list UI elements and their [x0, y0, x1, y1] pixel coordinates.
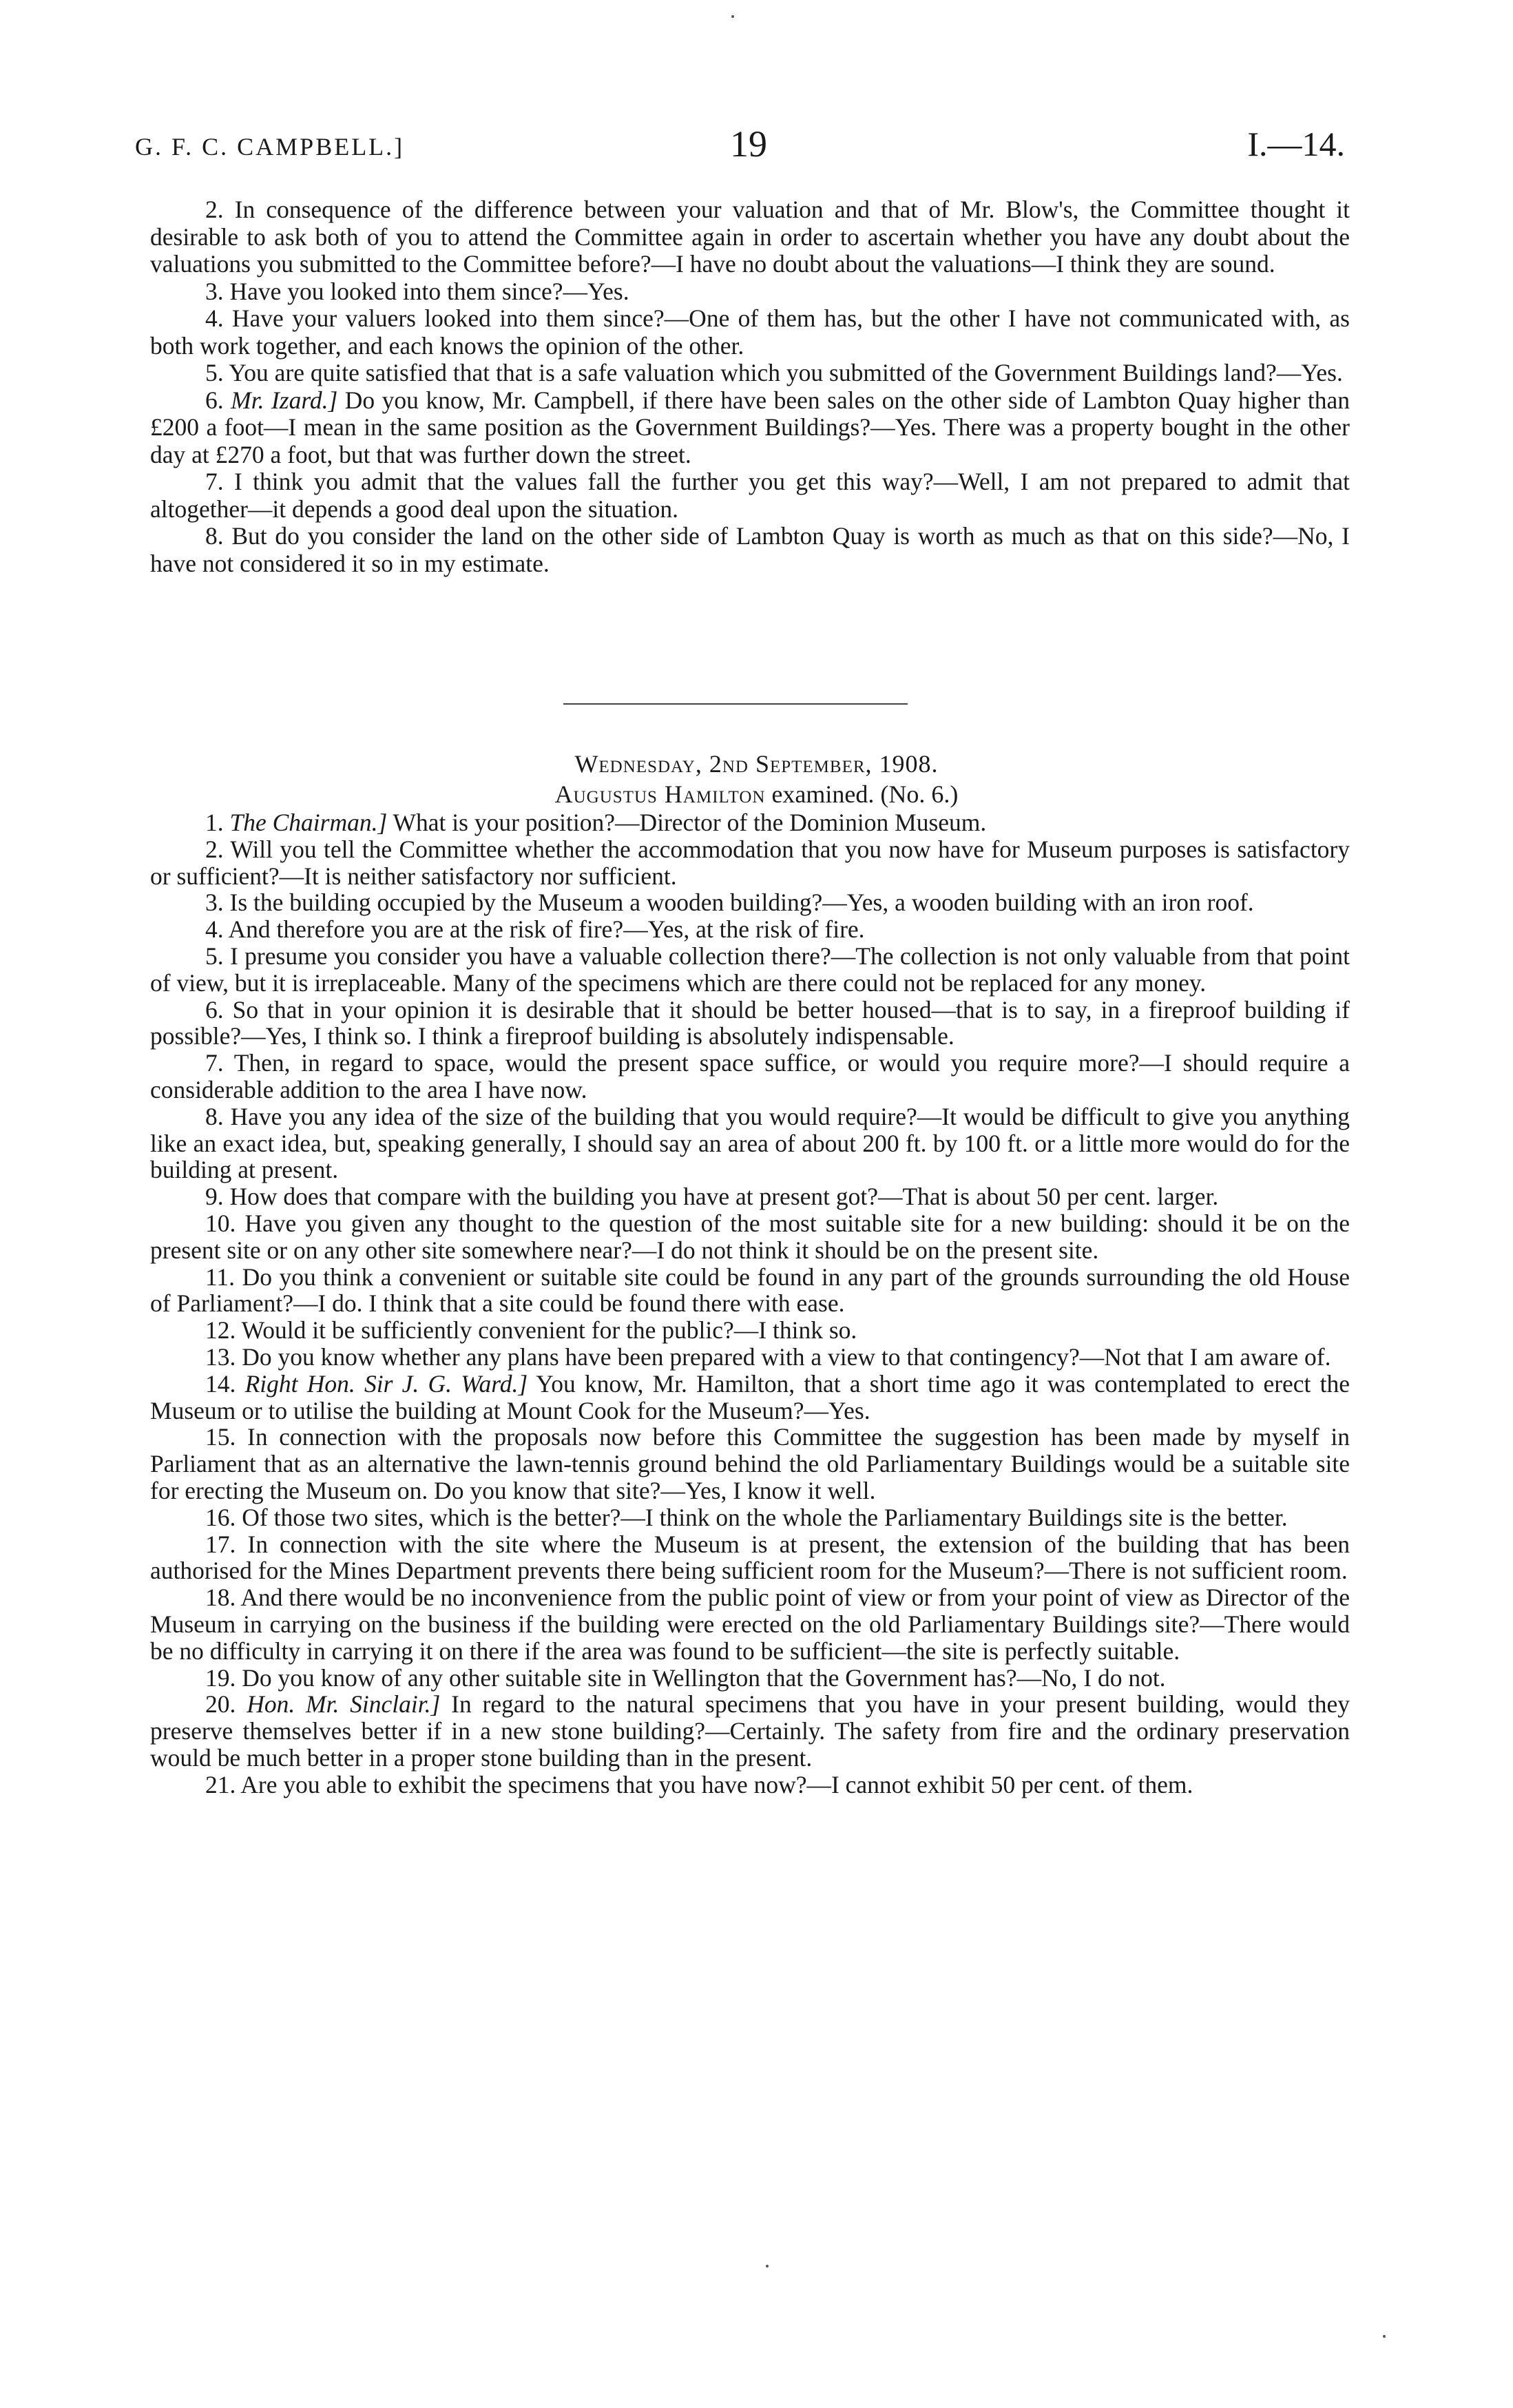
question-paragraph: 4. Have your valuers looked into them since?—One of them has, but the other I have not communicated with, as both work together, and each knows the opinion of the other.: [150, 304, 1350, 360]
question-paragraph: 15. In connection with the proposals now before this Committee the suggestion has been made by myself in Parliament that as an alternative the lawn-tennis ground behind the old Parliamentary Buildings would be a suitable site for erecting the Museum on. Do you know that site?—Yes, I know it well.: [150, 1423, 1350, 1504]
question-paragraph: 11. Do you think a convenient or suitable site could be found in any part of the grounds surrounding the old House of Parliament?—I do. I think that a site could be found there with ease.: [150, 1263, 1350, 1318]
question-paragraph: 12. Would it be sufficiently convenient for the public?—I think so.: [205, 1316, 857, 1345]
question-paragraph: 16. Of those two sites, which is the better?—I think on the whole the Parliamentary Buildings site is the better.: [205, 1503, 1288, 1531]
question-paragraph: 17. In connection with the site where the Museum is at present, the extension of the building that has been authorised for the Mines Department prevents there being sufficient room for the Museum?—There is not sufficient room.: [150, 1530, 1350, 1585]
witness-suffix: examined. (No. 6.): [771, 780, 959, 808]
question-paragraph: 2. In consequence of the difference between your valuation and that of Mr. Blow's, the Committee thought it desirable to ask both of you to attend the Committee again in order to ascertain whether you have any doubt about the valuations you submitted to the Committee before?—I have no doubt about the valuations—I think they are sound.: [150, 196, 1350, 278]
paper-speck: [766, 2265, 769, 2267]
question-paragraph: 5. I presume you consider you have a valuable collection there?—The collection is not only valuable from that point of view, but it is irreplaceable. Many of the specimens which are there could not be replaced for any money.: [150, 942, 1350, 997]
question-paragraph: 8. Have you any idea of the size of the building that you would require?—It would be difficult to give you anything like an exact idea, but, speaking generally, I should say an area of about 200 ft. by 100 ft. or a little more would do for the building at present.: [150, 1102, 1350, 1184]
question-text: You know, Mr. Hamilton, that a short time ago it was contemplated to erect the Museum or to utilise the building at Mount Cook for the Museum?—Yes.: [150, 1369, 1350, 1424]
question-number: 1.: [205, 809, 224, 836]
page-number: 19: [730, 123, 767, 165]
question-paragraph: 5. You are quite satisfied that that is a safe valuation which you submitted of the Government Buildings land?—Yes.: [205, 359, 1343, 386]
question-paragraph: [150, 1371, 1350, 1424]
campbell-evidence: [150, 196, 1350, 577]
question-text: Do you know, Mr. Campbell, if there have been sales on the other side of Lambton Quay higher than £200 a foot—I mean in the same position as the Government Buildings?—Yes. There was a property bought in the other day at £270 a foot, but that was further down the street.: [150, 386, 1350, 468]
question-paragraph: 2. Will you tell the Committee whether the accommodation that you now have for Museum purposes is satisfactory or sufficient?—It is neither satisfactory nor sufficient.: [150, 835, 1350, 890]
question-paragraph: 18. And there would be no inconvenience from the public point of view or from your point of view as Director of the Museum in carrying on the business if the building were erected on the old Parliamentary Buildings site?—There would be no difficulty in carrying it on there if the area was found to be sufficient—the site is perfectly suitable.: [150, 1584, 1350, 1665]
question-paragraph: 9. How does that compare with the building you have at present got?—That is about 50 per cent. larger.: [205, 1183, 1219, 1211]
question-paragraph: 13. Do you know whether any plans have been prepared with a view to that contingency?—Not that I am aware of.: [205, 1342, 1331, 1371]
paper-speck: [1383, 2335, 1386, 2338]
question-paragraph: 7. Then, in regard to space, would the present space suffice, or would you require more?—I should require a considerable addition to the area I have now.: [150, 1049, 1350, 1103]
paper-speck: [731, 15, 734, 18]
question-number: 6.: [205, 386, 224, 414]
question-paragraph: 8. But do you consider the land on the other side of Lambton Quay is worth as much as that on this side?—No, I have not considered it so in my estimate.: [150, 522, 1350, 577]
question-paragraph: 7. I think you admit that the values fall the further you get this way?—Well, I am not prepared to admit that altogether—it depends a good deal upon the situation.: [150, 468, 1350, 523]
question-paragraph: [150, 809, 1350, 836]
session-date: Wednesday, 2nd September, 1908.: [574, 750, 939, 778]
speaker-name: The Chairman.]: [229, 809, 388, 836]
question-text: In regard to the natural specimens that you have in your present building, would they preserve themselves better if in a new stone building?—Certainly. The safety from fire and the ordinary preservation would be much better in a proper stone building than in the present.: [150, 1690, 1350, 1772]
question-paragraph: 19. Do you know of any other suitable site in Wellington that the Government has?—No, I do not.: [205, 1663, 1166, 1692]
question-paragraph: 3. Have you looked into them since?—Yes.: [205, 277, 629, 305]
document-reference: I.—14.: [1247, 125, 1345, 163]
question-paragraph: 21. Are you able to exhibit the specimens that you have now?—I cannot exhibit 50 per cent. of them.: [205, 1770, 1193, 1798]
question-text: What is your position?—Director of the Dominion Museum.: [393, 809, 987, 836]
speaker-name: Mr. Izard.]: [231, 386, 338, 414]
page-header: [0, 123, 1513, 171]
question-number: 20.: [205, 1690, 236, 1719]
question-paragraph: 6. So that in your opinion it is desirable that it should be better housed—that is to say, in a fireproof building if possible?—Yes, I think so. I think a fireproof building is absolutely indispensable.: [150, 995, 1350, 1050]
question-paragraph: [150, 387, 1350, 469]
witness-name: Augustus Hamilton: [554, 780, 766, 808]
question-paragraph: [150, 1691, 1350, 1771]
question-number: 14.: [205, 1369, 236, 1398]
section-divider: [563, 703, 908, 705]
witness-heading: [0, 780, 1513, 809]
speaker-name: Hon. Mr. Sinclair.]: [247, 1690, 441, 1719]
speaker-name: Right Hon. Sir J. G. Ward.]: [244, 1369, 528, 1398]
question-paragraph: 3. Is the building occupied by the Museum a wooden building?—Yes, a wooden building with an iron roof.: [205, 889, 1254, 917]
hamilton-evidence: [150, 809, 1350, 1798]
question-paragraph: 10. Have you given any thought to the question of the most suitable site for a new building: should it be on the present site or on any other site somewhere near?—I do not think it should be on the present site.: [150, 1209, 1350, 1264]
running-head-witness: G. F. C. CAMPBELL.]: [135, 133, 405, 160]
question-paragraph: 4. And therefore you are at the risk of fire?—Yes, at the risk of fire.: [205, 915, 865, 944]
